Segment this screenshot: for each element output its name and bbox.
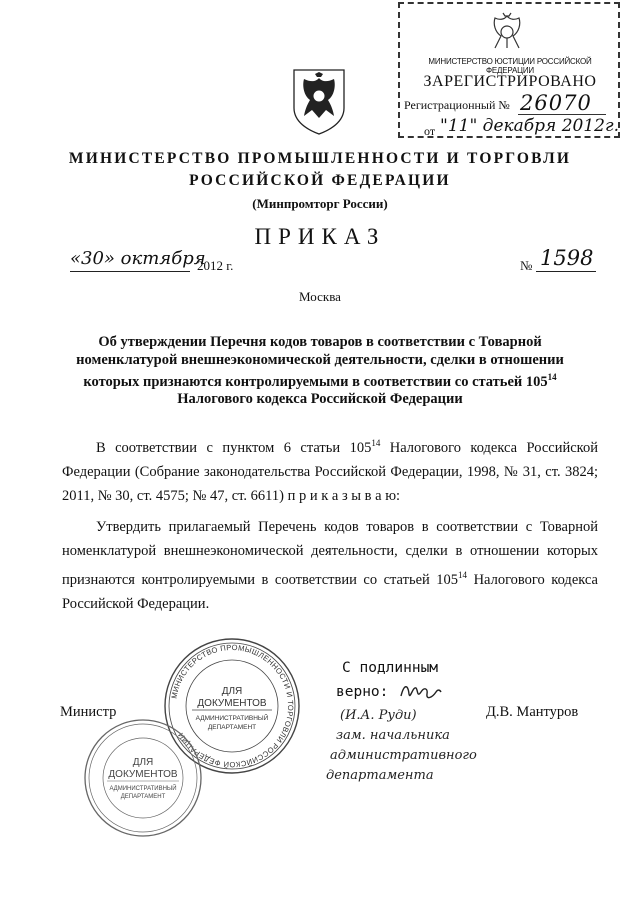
p2-superscript: 14 — [458, 570, 468, 580]
registration-number: 26070 — [520, 91, 592, 115]
small-stamp-line: ДОКУМЕНТОВ — [108, 769, 178, 780]
small-stamp-line: ДЛЯ — [132, 757, 154, 768]
registration-ministry: МИНИСТЕРСТВО ЮСТИЦИИ РОССИЙСКОЙ ФЕДЕРАЦИИ — [428, 57, 592, 75]
order-number-label: № — [520, 258, 533, 273]
registration-number-label: Регистрационный № — [404, 98, 510, 112]
registration-date: "11" декабря 2012г. — [440, 116, 619, 136]
large-stamp-line: АДМИНИСТРАТИВНЫЙ — [195, 715, 269, 722]
large-stamp-line: ДЕПАРТАМЕНТ — [207, 724, 257, 731]
document-type: ПРИКАЗ — [254, 224, 386, 249]
title-line: Налогового кодекса Российской Федерации — [177, 391, 463, 408]
small-stamp-line: АДМИНИСТРАТИВНЫЙ — [109, 786, 177, 792]
p1-superscript: 14 — [371, 438, 381, 448]
small-round-stamp — [82, 717, 204, 839]
russian-coat-of-arms-icon — [290, 66, 348, 136]
order-title — [60, 334, 580, 409]
signatory-position: Министр — [60, 704, 117, 720]
title-line — [60, 369, 580, 391]
body-paragraph-1 — [62, 431, 598, 508]
order-number-underline — [536, 271, 596, 272]
ministry-name-line1: МИНИСТЕРСТВО ПРОМЫШЛЕННОСТИ И ТОРГОВЛИ — [68, 150, 572, 167]
small-stamp-line: ДЕПАРТАМЕНТ — [120, 794, 166, 800]
order-number: 1598 — [540, 246, 594, 270]
body-paragraph-2 — [62, 515, 598, 616]
p1-order-word: п р и к а з ы в а ю: — [287, 487, 401, 504]
handwritten-note-line: административного — [330, 748, 477, 763]
registration-number-underline — [518, 114, 606, 115]
p1-text-b: Налогового кодекса Российской Федерации (Собрание законодательства Российской Федерации, 1998, № 31, ст. 3824; 2011, № 30, ст. 4575; № 47, ст. 6611) — [62, 439, 598, 504]
title-line: Об утверждении Перечня кодов товаров в соответствии с Товарной — [98, 334, 542, 350]
large-stamp-line: ДОКУМЕНТОВ — [197, 698, 267, 709]
order-year: 2012 г. — [197, 258, 234, 273]
registration-date-label: от — [424, 124, 436, 138]
p1-text-a: В соответствии с пунктом 6 статьи 105 — [96, 439, 372, 456]
handwritten-note-line: департамента — [326, 768, 434, 783]
order-date-handwritten: «30» октября — [70, 248, 206, 269]
large-stamp-ring-text: МИНИСТЕРСТВО ПРОМЫШЛЕННОСТИ И ТОРГОВЛИ РОССИЙСКОЙ ФЕДЕРАЦИИ — [169, 642, 296, 770]
title-line: номенклатурой внешнеэкономической деятельности, сделки в отношении — [76, 351, 564, 368]
order-date-underline — [70, 271, 190, 272]
handwritten-note-line: (И.А. Руди) — [340, 708, 417, 723]
large-stamp-line: ДЛЯ — [221, 686, 243, 697]
eagle-emblem-small-icon — [487, 10, 527, 52]
title-superscript: 14 — [547, 372, 557, 382]
ministry-name-line2: РОССИЙСКОЙ ФЕДЕРАЦИИ — [189, 172, 451, 189]
copy-certification-line2: верно: — [336, 684, 389, 700]
handwritten-note-line: зам. начальника — [336, 728, 450, 743]
title-line-text: которых признаются контролируемыми в соответствии со статьей 105 — [83, 373, 548, 390]
handwritten-signature-icon — [398, 678, 444, 704]
p2-text-b: Налогового кодекса Российской Федерации. — [62, 571, 598, 612]
p2-text-a: Утвердить прилагаемый Перечень кодов товаров в соответствии с Товарной номенклатурой внешнеэкономической деятельности, сделки в отношении которых признаются контролируемыми в соответствии со статьей 105 — [62, 519, 598, 588]
registration-status: ЗАРЕГИСТРИРОВАНО — [423, 73, 597, 90]
ministry-short-name: (Минпромторг России) — [252, 196, 388, 211]
copy-certification-line1: С подлинным — [342, 660, 439, 676]
signatory-name: Д.В. Мантуров — [486, 704, 579, 720]
order-city: Москва — [299, 289, 341, 304]
